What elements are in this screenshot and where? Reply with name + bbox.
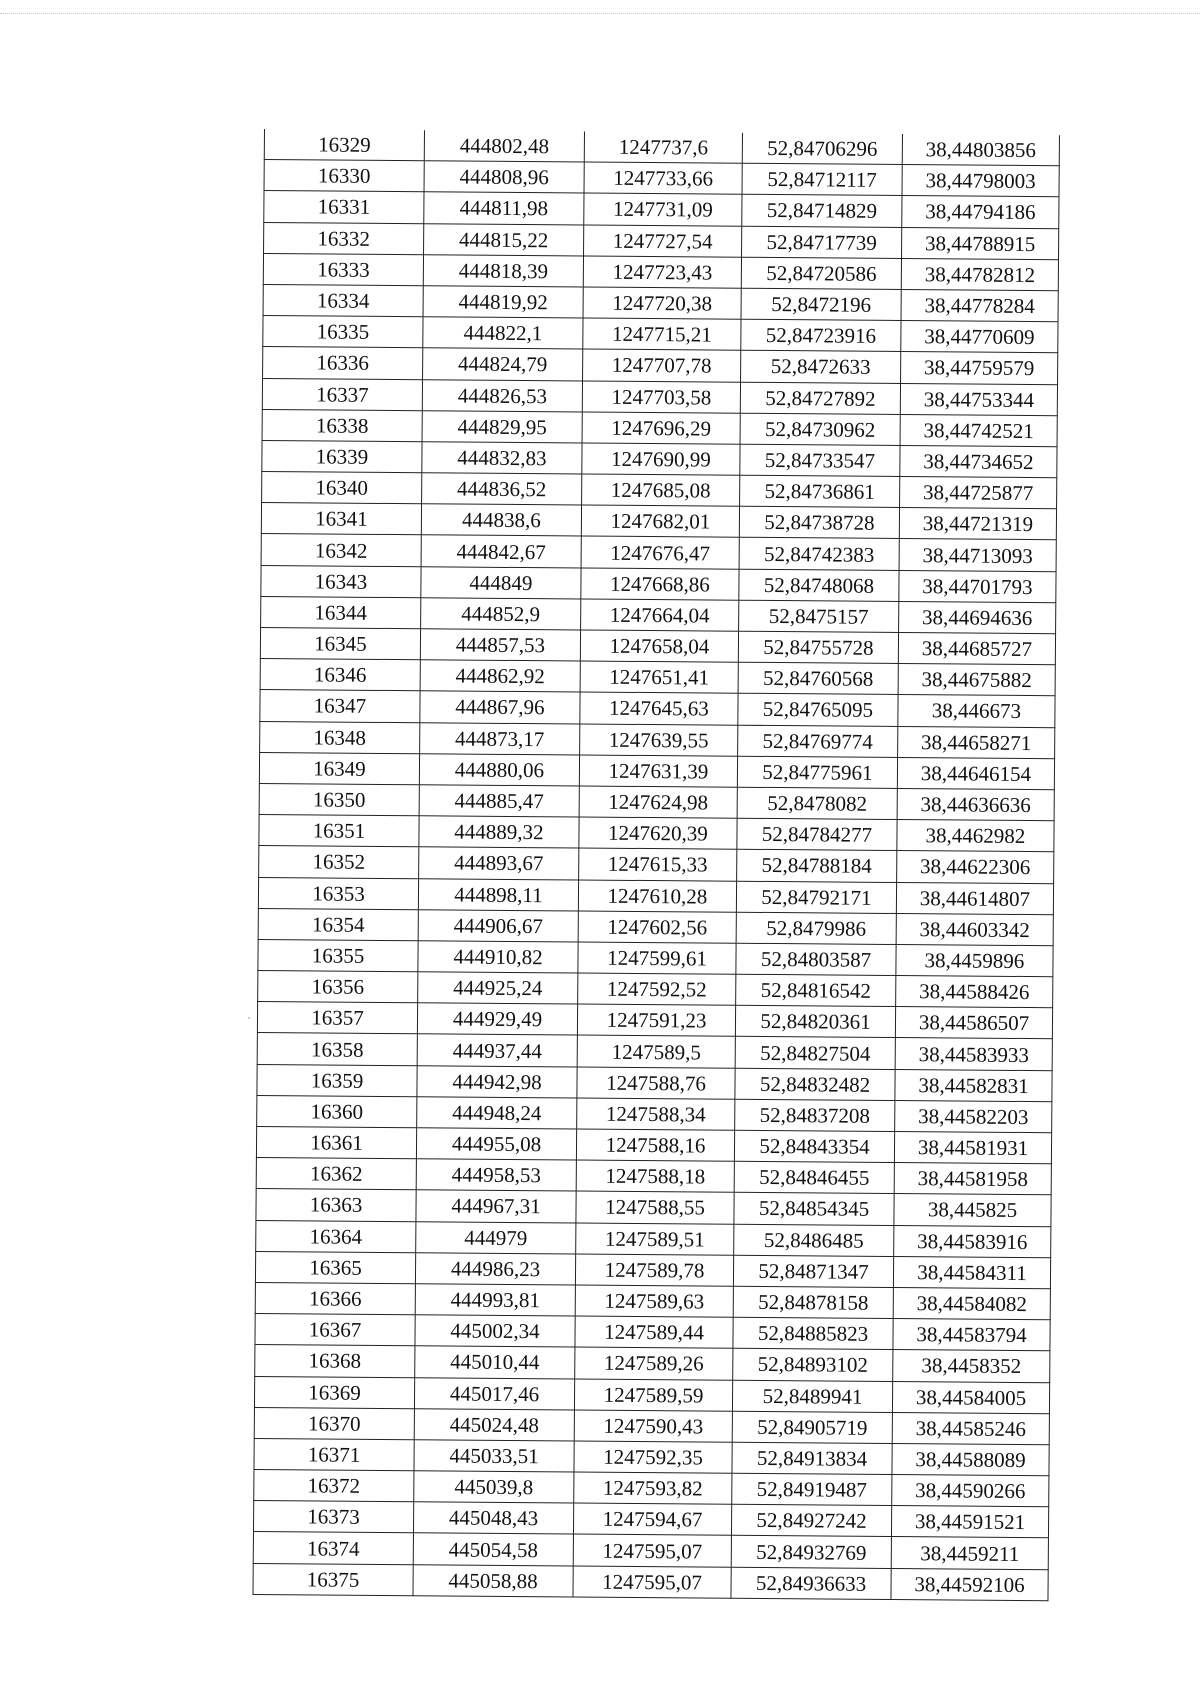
- y-coordinate-cell: 1247733,66: [584, 162, 742, 194]
- x-coordinate-cell: 444942,98: [417, 1065, 577, 1097]
- y-coordinate-cell: 1247589,44: [575, 1316, 733, 1348]
- point-number-cell: 16368: [255, 1345, 415, 1377]
- point-number-cell: 16337: [262, 378, 422, 410]
- point-number-cell: 16362: [256, 1158, 416, 1190]
- latitude-cell: 52,84723916: [741, 319, 901, 351]
- y-coordinate-cell: 1247720,38: [583, 287, 741, 319]
- longitude-cell: 38,44588089: [892, 1443, 1049, 1475]
- y-coordinate-cell: 1247676,47: [581, 536, 739, 568]
- point-number-cell: 16364: [256, 1220, 416, 1252]
- y-coordinate-cell: 1247737,6: [584, 132, 742, 164]
- y-coordinate-cell: 1247682,01: [581, 505, 739, 537]
- longitude-cell: 38,44778284: [901, 289, 1058, 321]
- point-number-cell: 16339: [262, 440, 422, 472]
- longitude-cell: 38,44734652: [900, 445, 1057, 477]
- y-coordinate-cell: 1247639,55: [580, 724, 738, 756]
- latitude-cell: 52,84742383: [739, 538, 899, 570]
- latitude-cell: 52,84905719: [732, 1411, 892, 1443]
- latitude-cell: 52,84893102: [733, 1349, 893, 1381]
- longitude-cell: 38,44582203: [895, 1100, 1052, 1132]
- point-number-cell: 16329: [264, 129, 424, 161]
- longitude-cell: 38,44798003: [902, 165, 1059, 197]
- latitude-cell: 52,84712117: [742, 163, 902, 195]
- x-coordinate-cell: 444852,9: [421, 598, 581, 630]
- y-coordinate-cell: 1247589,78: [575, 1254, 733, 1286]
- x-coordinate-cell: 444880,06: [419, 753, 579, 785]
- y-coordinate-cell: 1247651,41: [580, 661, 738, 693]
- longitude-cell: 38,44701793: [899, 570, 1056, 602]
- y-coordinate-cell: 1247696,29: [582, 412, 740, 444]
- y-coordinate-cell: 1247620,39: [579, 817, 737, 849]
- point-number-cell: 16347: [260, 690, 420, 722]
- point-number-cell: 16344: [261, 596, 421, 628]
- scan-edge-line: [0, 13, 1200, 14]
- y-coordinate-cell: 1247588,55: [576, 1191, 734, 1223]
- longitude-cell: 38,44614807: [896, 882, 1053, 914]
- latitude-cell: 52,84765095: [738, 694, 898, 726]
- longitude-cell: 38,44585246: [892, 1412, 1049, 1444]
- point-number-cell: 16357: [257, 1002, 417, 1034]
- point-number-cell: 16365: [255, 1251, 415, 1283]
- latitude-cell: 52,84803587: [736, 943, 896, 975]
- point-number-cell: 16338: [262, 409, 422, 441]
- y-coordinate-cell: 1247595,07: [573, 1534, 731, 1566]
- x-coordinate-cell: 444937,44: [417, 1034, 577, 1066]
- y-coordinate-cell: 1247590,43: [574, 1410, 732, 1442]
- y-coordinate-cell: 1247589,5: [577, 1035, 735, 1067]
- longitude-cell: 38,446673: [898, 695, 1055, 727]
- x-coordinate-cell: 445048,43: [413, 1502, 573, 1534]
- scan-speck: [248, 1017, 250, 1019]
- latitude-cell: 52,84738728: [739, 506, 899, 538]
- latitude-cell: 52,8489941: [732, 1380, 892, 1412]
- longitude-cell: 38,44803856: [902, 134, 1059, 166]
- x-coordinate-cell: 444910,82: [418, 941, 578, 973]
- x-coordinate-cell: 444948,24: [417, 1097, 577, 1129]
- x-coordinate-cell: 444885,47: [419, 785, 579, 817]
- y-coordinate-cell: 1247591,23: [577, 1004, 735, 1036]
- latitude-cell: 52,8472196: [741, 288, 901, 320]
- point-number-cell: 16355: [258, 939, 418, 971]
- longitude-cell: 38,44725877: [900, 477, 1057, 509]
- x-coordinate-cell: 445010,44: [415, 1346, 575, 1378]
- y-coordinate-cell: 1247664,04: [581, 599, 739, 631]
- coordinates-table-body: [253, 129, 1059, 1601]
- x-coordinate-cell: 445033,51: [414, 1440, 574, 1472]
- latitude-cell: 52,84784277: [737, 818, 897, 850]
- longitude-cell: 38,44742521: [900, 414, 1057, 446]
- longitude-cell: 38,44770609: [901, 321, 1058, 353]
- longitude-cell: 38,44590266: [892, 1475, 1049, 1507]
- latitude-cell: 52,84820361: [735, 1005, 895, 1037]
- point-number-cell: 16356: [258, 971, 418, 1003]
- longitude-cell: 38,4459211: [891, 1537, 1048, 1569]
- point-number-cell: 16360: [257, 1095, 417, 1127]
- longitude-cell: 38,44721319: [899, 508, 1056, 540]
- longitude-cell: 38,44694636: [899, 601, 1056, 633]
- latitude-cell: 52,84706296: [742, 133, 902, 165]
- longitude-cell: 38,44603342: [896, 913, 1053, 945]
- latitude-cell: 52,84878158: [733, 1286, 893, 1318]
- latitude-cell: 52,84846455: [734, 1161, 894, 1193]
- point-number-cell: 16358: [257, 1033, 417, 1065]
- x-coordinate-cell: 444818,39: [423, 255, 583, 287]
- longitude-cell: 38,44788915: [902, 227, 1059, 259]
- latitude-cell: 52,84885823: [733, 1317, 893, 1349]
- table-row: [253, 1563, 1048, 1600]
- latitude-cell: 52,84727892: [740, 382, 900, 414]
- point-number-cell: 16370: [254, 1407, 414, 1439]
- y-coordinate-cell: 1247588,76: [577, 1067, 735, 1099]
- point-number-cell: 16348: [260, 721, 420, 753]
- y-coordinate-cell: 1247668,86: [581, 568, 739, 600]
- latitude-cell: 52,84736861: [740, 475, 900, 507]
- x-coordinate-cell: 444889,32: [419, 816, 579, 848]
- latitude-cell: 52,84760568: [738, 662, 898, 694]
- x-coordinate-cell: 444826,53: [422, 379, 582, 411]
- latitude-cell: 52,84832482: [735, 1068, 895, 1100]
- latitude-cell: 52,84788184: [737, 850, 897, 882]
- y-coordinate-cell: 1247723,43: [583, 256, 741, 288]
- y-coordinate-cell: 1247631,39: [579, 755, 737, 787]
- y-coordinate-cell: 1247685,08: [582, 474, 740, 506]
- x-coordinate-cell: 444832,83: [422, 442, 582, 474]
- x-coordinate-cell: 444824,79: [423, 348, 583, 380]
- y-coordinate-cell: 1247602,56: [578, 911, 736, 943]
- x-coordinate-cell: 444819,92: [423, 286, 583, 318]
- point-number-cell: 16349: [259, 752, 419, 784]
- point-number-cell: 16334: [263, 284, 423, 316]
- point-number-cell: 16333: [263, 253, 423, 285]
- point-number-cell: 16352: [259, 846, 419, 878]
- x-coordinate-cell: 444842,67: [421, 535, 581, 567]
- longitude-cell: 38,44581931: [894, 1131, 1051, 1163]
- x-coordinate-cell: 444986,23: [415, 1252, 575, 1284]
- latitude-cell: 52,8486485: [734, 1224, 894, 1256]
- latitude-cell: 52,84755728: [738, 631, 898, 663]
- longitude-cell: 38,44582831: [895, 1069, 1052, 1101]
- point-number-cell: 16332: [264, 222, 424, 254]
- latitude-cell: 52,84919487: [732, 1473, 892, 1505]
- x-coordinate-cell: 444849: [421, 566, 581, 598]
- latitude-cell: 52,8479986: [736, 912, 896, 944]
- longitude-cell: 38,44622306: [897, 851, 1054, 883]
- y-coordinate-cell: 1247658,04: [580, 630, 738, 662]
- x-coordinate-cell: 444838,6: [421, 504, 581, 536]
- y-coordinate-cell: 1247624,98: [579, 786, 737, 818]
- point-number-cell: 16331: [264, 191, 424, 223]
- latitude-cell: 52,84936633: [731, 1567, 891, 1599]
- point-number-cell: 16343: [261, 565, 421, 597]
- longitude-cell: 38,44713093: [899, 539, 1056, 571]
- longitude-cell: 38,44759579: [901, 352, 1058, 384]
- x-coordinate-cell: 445017,46: [414, 1377, 574, 1409]
- point-number-cell: 16369: [254, 1376, 414, 1408]
- x-coordinate-cell: 444808,96: [424, 161, 584, 193]
- coordinates-table: [252, 129, 1059, 1601]
- longitude-cell: 38,44782812: [901, 258, 1058, 290]
- x-coordinate-cell: 444862,92: [420, 660, 580, 692]
- longitude-cell: 38,44584311: [893, 1256, 1050, 1288]
- point-number-cell: 16373: [253, 1501, 413, 1533]
- longitude-cell: 38,44584082: [893, 1287, 1050, 1319]
- x-coordinate-cell: 444925,24: [418, 972, 578, 1004]
- latitude-cell: 52,84837208: [735, 1099, 895, 1131]
- longitude-cell: 38,44583916: [894, 1225, 1051, 1257]
- point-number-cell: 16374: [253, 1532, 413, 1564]
- longitude-cell: 38,44583794: [893, 1319, 1050, 1351]
- latitude-cell: 52,84913834: [732, 1442, 892, 1474]
- latitude-cell: 52,8478082: [737, 787, 897, 819]
- point-number-cell: 16330: [264, 160, 424, 192]
- longitude-cell: 38,4462982: [897, 820, 1054, 852]
- point-number-cell: 16336: [263, 347, 423, 379]
- x-coordinate-cell: 444929,49: [417, 1003, 577, 1035]
- x-coordinate-cell: 444873,17: [420, 722, 580, 754]
- latitude-cell: 52,8475157: [739, 600, 899, 632]
- x-coordinate-cell: 445002,34: [415, 1315, 575, 1347]
- point-number-cell: 16353: [258, 877, 418, 909]
- x-coordinate-cell: 445024,48: [414, 1408, 574, 1440]
- latitude-cell: 52,84827504: [735, 1037, 895, 1069]
- point-number-cell: 16350: [259, 783, 419, 815]
- point-number-cell: 16341: [261, 503, 421, 535]
- latitude-cell: 52,84932769: [731, 1536, 891, 1568]
- longitude-cell: 38,44675882: [898, 664, 1055, 696]
- y-coordinate-cell: 1247594,67: [573, 1503, 731, 1535]
- longitude-cell: 38,4459896: [896, 944, 1053, 976]
- longitude-cell: 38,44583933: [895, 1038, 1052, 1070]
- latitude-cell: 52,84792171: [736, 881, 896, 913]
- y-coordinate-cell: 1247690,99: [582, 443, 740, 475]
- longitude-cell: 38,44591521: [891, 1506, 1048, 1538]
- longitude-cell: 38,44588426: [896, 976, 1053, 1008]
- y-coordinate-cell: 1247707,78: [583, 349, 741, 381]
- y-coordinate-cell: 1247615,33: [579, 848, 737, 880]
- longitude-cell: 38,44646154: [897, 757, 1054, 789]
- latitude-cell: 52,84733547: [740, 444, 900, 476]
- point-number-cell: 16363: [256, 1189, 416, 1221]
- x-coordinate-cell: 444836,52: [422, 473, 582, 505]
- point-number-cell: 16340: [262, 472, 422, 504]
- longitude-cell: 38,44581958: [894, 1163, 1051, 1195]
- x-coordinate-cell: 444967,31: [416, 1190, 576, 1222]
- x-coordinate-cell: 444811,98: [424, 192, 584, 224]
- longitude-cell: 38,44636636: [897, 788, 1054, 820]
- latitude-cell: 52,84871347: [733, 1255, 893, 1287]
- y-coordinate-cell: 1247588,18: [576, 1160, 734, 1192]
- latitude-cell: 52,84720586: [741, 257, 901, 289]
- y-coordinate-cell: 1247610,28: [578, 879, 736, 911]
- latitude-cell: 52,84843354: [734, 1130, 894, 1162]
- point-number-cell: 16351: [259, 815, 419, 847]
- y-coordinate-cell: 1247703,58: [582, 381, 740, 413]
- y-coordinate-cell: 1247592,35: [574, 1441, 732, 1473]
- latitude-cell: 52,84730962: [740, 413, 900, 445]
- y-coordinate-cell: 1247715,21: [583, 318, 741, 350]
- point-number-cell: 16367: [255, 1314, 415, 1346]
- latitude-cell: 52,84714829: [742, 195, 902, 227]
- x-coordinate-cell: 444857,53: [420, 629, 580, 661]
- point-number-cell: 16342: [261, 534, 421, 566]
- latitude-cell: 52,84748068: [739, 569, 899, 601]
- y-coordinate-cell: 1247588,16: [576, 1129, 734, 1161]
- point-number-cell: 16372: [254, 1470, 414, 1502]
- longitude-cell: 38,445825: [894, 1194, 1051, 1226]
- latitude-cell: 52,8472633: [741, 351, 901, 383]
- x-coordinate-cell: 444822,1: [423, 317, 583, 349]
- x-coordinate-cell: 444958,53: [416, 1159, 576, 1191]
- y-coordinate-cell: 1247731,09: [584, 193, 742, 225]
- y-coordinate-cell: 1247589,63: [575, 1285, 733, 1317]
- x-coordinate-cell: 444906,67: [418, 909, 578, 941]
- x-coordinate-cell: 444815,22: [424, 223, 584, 255]
- x-coordinate-cell: 444867,96: [420, 691, 580, 723]
- point-number-cell: 16354: [258, 908, 418, 940]
- point-number-cell: 16375: [253, 1563, 413, 1595]
- latitude-cell: 52,84717739: [742, 226, 902, 258]
- latitude-cell: 52,84816542: [736, 974, 896, 1006]
- point-number-cell: 16359: [257, 1064, 417, 1096]
- latitude-cell: 52,84854345: [734, 1193, 894, 1225]
- x-coordinate-cell: 445039,8: [414, 1471, 574, 1503]
- latitude-cell: 52,84775961: [737, 756, 897, 788]
- point-number-cell: 16345: [260, 627, 420, 659]
- y-coordinate-cell: 1247727,54: [584, 225, 742, 257]
- x-coordinate-cell: 444829,95: [422, 410, 582, 442]
- y-coordinate-cell: 1247589,51: [576, 1223, 734, 1255]
- longitude-cell: 38,44658271: [898, 726, 1055, 758]
- x-coordinate-cell: 445058,88: [413, 1564, 573, 1596]
- y-coordinate-cell: 1247599,61: [578, 942, 736, 974]
- latitude-cell: 52,84769774: [738, 725, 898, 757]
- longitude-cell: 38,44592106: [891, 1568, 1048, 1600]
- point-number-cell: 16366: [255, 1282, 415, 1314]
- x-coordinate-cell: 444993,81: [415, 1284, 575, 1316]
- y-coordinate-cell: 1247593,82: [574, 1472, 732, 1504]
- y-coordinate-cell: 1247645,63: [580, 692, 738, 724]
- x-coordinate-cell: 444955,08: [416, 1128, 576, 1160]
- y-coordinate-cell: 1247589,26: [575, 1347, 733, 1379]
- longitude-cell: 38,44685727: [898, 632, 1055, 664]
- x-coordinate-cell: 445054,58: [413, 1533, 573, 1565]
- x-coordinate-cell: 444898,11: [418, 878, 578, 910]
- point-number-cell: 16371: [254, 1438, 414, 1470]
- latitude-cell: 52,84927242: [731, 1504, 891, 1536]
- longitude-cell: 38,44584005: [892, 1381, 1049, 1413]
- point-number-cell: 16361: [256, 1126, 416, 1158]
- longitude-cell: 38,4458352: [893, 1350, 1050, 1382]
- y-coordinate-cell: 1247595,07: [573, 1566, 731, 1598]
- point-number-cell: 16335: [263, 316, 423, 348]
- point-number-cell: 16346: [260, 659, 420, 691]
- x-coordinate-cell: 444893,67: [419, 847, 579, 879]
- longitude-cell: 38,44794186: [902, 196, 1059, 228]
- x-coordinate-cell: 444802,48: [424, 130, 584, 162]
- y-coordinate-cell: 1247589,59: [574, 1378, 732, 1410]
- y-coordinate-cell: 1247592,52: [578, 973, 736, 1005]
- y-coordinate-cell: 1247588,34: [577, 1098, 735, 1130]
- longitude-cell: 38,44586507: [895, 1007, 1052, 1039]
- longitude-cell: 38,44753344: [900, 383, 1057, 415]
- x-coordinate-cell: 444979: [416, 1221, 576, 1253]
